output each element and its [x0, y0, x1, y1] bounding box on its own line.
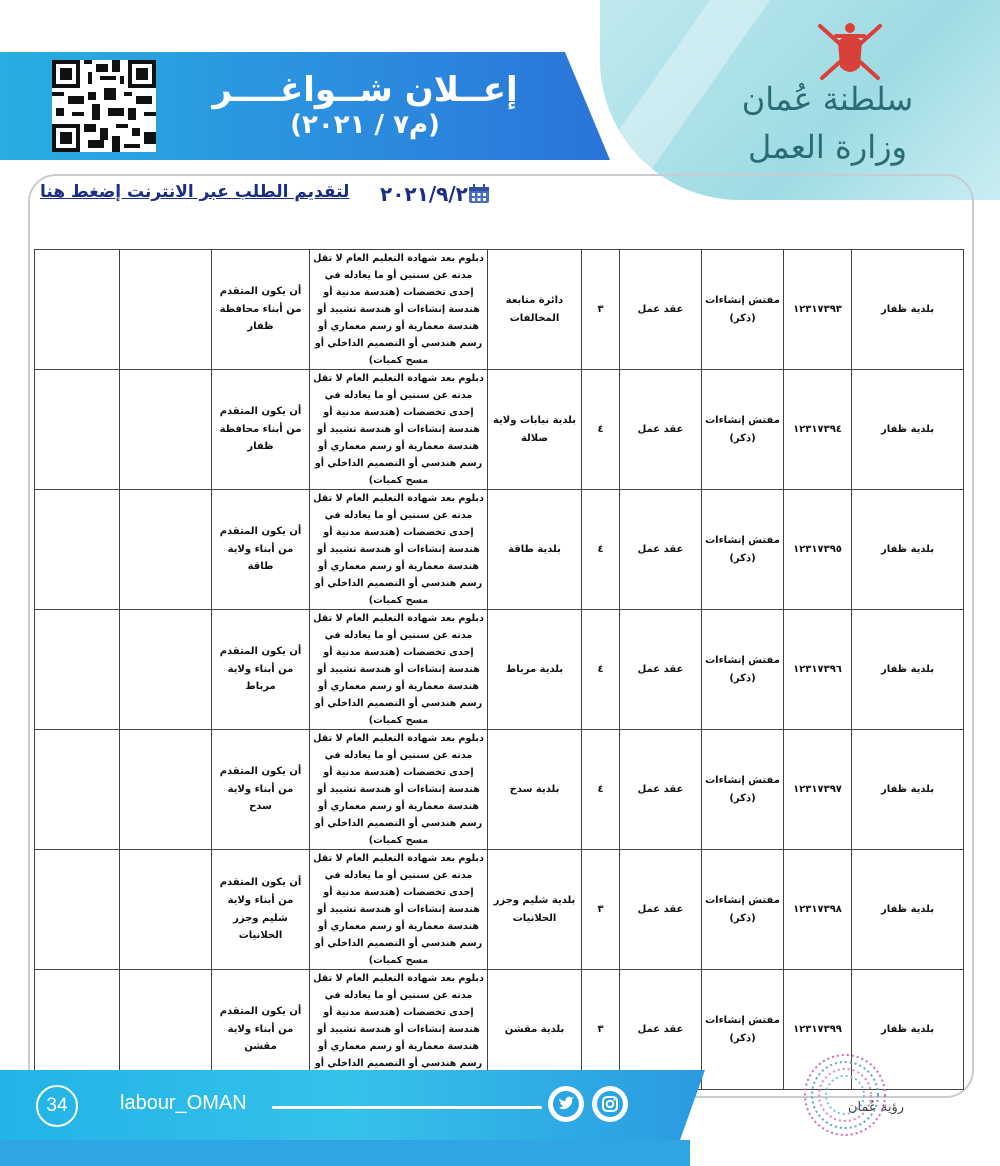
residency-condition-cell: أن يكون المتقدم من أبناء ولاية مقشن: [212, 970, 310, 1090]
municipality-cell: بلدية ظفار: [852, 970, 964, 1090]
empty-cell-2: [35, 490, 120, 610]
job-title-cell: مفتش إنشاءات (ذكر): [702, 730, 784, 850]
municipality-cell: بلدية ظفار: [852, 730, 964, 850]
vacancy-count-cell: ٣: [582, 850, 620, 970]
vision-2040-logo: [790, 1045, 900, 1145]
calendar-icon: [468, 184, 490, 204]
job-code-cell: ١٢٣١٧٣٩٩: [784, 970, 852, 1090]
work-location-cell: بلدية سدح: [488, 730, 582, 850]
residency-condition-cell: أن يكون المتقدم من أبناء محافظة ظفار: [212, 250, 310, 370]
residency-condition-cell: أن يكون المتقدم من أبناء ولاية طاقة: [212, 490, 310, 610]
announcement-title: إعــلان شــواغــــر: [212, 70, 518, 110]
work-location-cell: بلدية طاقة: [488, 490, 582, 610]
work-location-cell: بلدية شليم وجزر الحلانيات: [488, 850, 582, 970]
page-number: 34: [36, 1085, 78, 1127]
vacancies-table: [34, 249, 964, 1090]
job-code-cell: ١٢٣١٧٣٩٧: [784, 730, 852, 850]
work-location-cell: دائرة متابعة المخالفات: [488, 250, 582, 370]
table-row: [35, 490, 964, 610]
work-location-cell: بلدية مرباط: [488, 610, 582, 730]
footer-bar-bottom: [0, 1140, 690, 1166]
empty-cell-2: [35, 610, 120, 730]
social-handle[interactable]: labour_OMAN: [120, 1092, 247, 1114]
qualification-cell: دبلوم بعد شهادة التعليم العام لا تقل مدته عن سنتين أو ما يعادله في إحدى تخصصات (هندسة مدنية أو هندسة إنشاءات أو هندسة تشييد أو هندسة معمارية أو رسم معماري أو رسم هندسي أو التصميم الداخلي أو مسح كميات): [310, 730, 488, 850]
empty-cell-2: [35, 850, 120, 970]
contract-type-cell: عقد عمل: [620, 490, 702, 610]
residency-condition-cell: أن يكون المتقدم من أبناء ولاية مرباط: [212, 610, 310, 730]
qr-code[interactable]: [52, 60, 156, 152]
apply-online-link[interactable]: لتقديم الطلب عبر الانترنت إضغط هنا: [40, 182, 350, 202]
job-code-cell: ١٢٣١٧٣٩٥: [784, 490, 852, 610]
municipality-cell: بلدية ظفار: [852, 610, 964, 730]
residency-condition-cell: أن يكون المتقدم من أبناء محافظة ظفار: [212, 370, 310, 490]
job-code-cell: ١٢٣١٧٣٩٨: [784, 850, 852, 970]
footer-divider: [272, 1106, 542, 1109]
announcement-number: (م٧ / ٢٠٢١): [290, 110, 440, 140]
job-title-cell: مفتش إنشاءات (ذكر): [702, 250, 784, 370]
empty-cell-2: [35, 730, 120, 850]
empty-cell-1: [120, 370, 212, 490]
qualification-cell: دبلوم بعد شهادة التعليم العام لا تقل مدته عن سنتين أو ما يعادله في إحدى تخصصات (هندسة مدنية أو هندسة إنشاءات أو هندسة تشييد أو هندسة معمارية أو رسم معماري أو رسم هندسي أو التصميم الداخلي أو مسح كميات): [310, 490, 488, 610]
job-code-cell: ١٢٣١٧٣٩٣: [784, 250, 852, 370]
announcement-date: ٢٠٢١/٩/٢: [380, 182, 468, 206]
vacancy-count-cell: ٤: [582, 490, 620, 610]
table-row: [35, 730, 964, 850]
qualification-cell: دبلوم بعد شهادة التعليم العام لا تقل مدته عن سنتين أو ما يعادله في إحدى تخصصات (هندسة مدنية أو هندسة إنشاءات أو هندسة تشييد أو هندسة معمارية أو رسم معماري أو رسم هندسي أو التصميم الداخلي أو مسح كميات): [310, 370, 488, 490]
job-code-cell: ١٢٣١٧٣٩٦: [784, 610, 852, 730]
municipality-cell: بلدية ظفار: [852, 370, 964, 490]
municipality-cell: بلدية ظفار: [852, 850, 964, 970]
job-title-cell: مفتش إنشاءات (ذكر): [702, 850, 784, 970]
contract-type-cell: عقد عمل: [620, 370, 702, 490]
notice-row: [40, 180, 490, 212]
contract-type-cell: عقد عمل: [620, 850, 702, 970]
table-row: [35, 250, 964, 370]
table-row: [35, 850, 964, 970]
municipality-cell: بلدية ظفار: [852, 490, 964, 610]
vision-2040-label: رؤية عُمان: [848, 1100, 905, 1115]
contract-type-cell: عقد عمل: [620, 970, 702, 1090]
residency-condition-cell: أن يكون المتقدم من أبناء ولاية سدح: [212, 730, 310, 850]
vacancy-count-cell: ٣: [582, 970, 620, 1090]
contract-type-cell: عقد عمل: [620, 610, 702, 730]
empty-cell-2: [35, 370, 120, 490]
ministry-name-line1: سلطنة عُمان: [741, 80, 914, 118]
empty-cell-1: [120, 250, 212, 370]
qualification-cell: دبلوم بعد شهادة التعليم العام لا تقل مدته عن سنتين أو ما يعادله في إحدى تخصصات (هندسة مدنية أو هندسة إنشاءات أو هندسة تشييد أو هندسة معمارية أو رسم معماري أو رسم هندسي أو التصميم الداخلي أو: [310, 970, 488, 1090]
ministry-name-line2: وزارة العمل: [748, 128, 907, 166]
empty-cell-1: [120, 850, 212, 970]
empty-cell-2: [35, 250, 120, 370]
contract-type-cell: عقد عمل: [620, 730, 702, 850]
job-code-cell: ١٢٣١٧٣٩٤: [784, 370, 852, 490]
empty-cell-1: [120, 730, 212, 850]
qualification-cell: دبلوم بعد شهادة التعليم العام لا تقل مدته عن سنتين أو ما يعادله في إحدى تخصصات (هندسة مدنية أو هندسة إنشاءات أو هندسة تشييد أو هندسة معمارية أو رسم معماري أو رسم هندسي أو التصميم الداخلي أو مسح كميات): [310, 250, 488, 370]
vacancy-count-cell: ٤: [582, 610, 620, 730]
empty-cell-1: [120, 610, 212, 730]
job-title-cell: مفتش إنشاءات (ذكر): [702, 370, 784, 490]
empty-cell-1: [120, 490, 212, 610]
table-row: [35, 370, 964, 490]
vacancy-count-cell: ٣: [582, 250, 620, 370]
job-title-cell: مفتش إنشاءات (ذكر): [702, 970, 784, 1090]
instagram-icon[interactable]: [592, 1086, 628, 1122]
table-row: [35, 610, 964, 730]
work-location-cell: بلدية نيابات ولاية صلالة: [488, 370, 582, 490]
job-title-cell: مفتش إنشاءات (ذكر): [702, 490, 784, 610]
residency-condition-cell: أن يكون المتقدم من أبناء ولاية شليم وجزر الحلانيات: [212, 850, 310, 970]
twitter-icon[interactable]: [548, 1086, 584, 1122]
vacancy-count-cell: ٤: [582, 730, 620, 850]
municipality-cell: بلدية ظفار: [852, 250, 964, 370]
job-title-cell: مفتش إنشاءات (ذكر): [702, 610, 784, 730]
work-location-cell: بلدية مقشن: [488, 970, 582, 1090]
contract-type-cell: عقد عمل: [620, 250, 702, 370]
vacancy-count-cell: ٤: [582, 370, 620, 490]
qualification-cell: دبلوم بعد شهادة التعليم العام لا تقل مدته عن سنتين أو ما يعادله في إحدى تخصصات (هندسة مدنية أو هندسة إنشاءات أو هندسة تشييد أو هندسة معمارية أو رسم معماري أو رسم هندسي أو التصميم الداخلي أو مسح كميات): [310, 850, 488, 970]
qualification-cell: دبلوم بعد شهادة التعليم العام لا تقل مدته عن سنتين أو ما يعادله في إحدى تخصصات (هندسة مدنية أو هندسة إنشاءات أو هندسة تشييد أو هندسة معمارية أو رسم معماري أو رسم هندسي أو التصميم الداخلي أو مسح كميات): [310, 610, 488, 730]
